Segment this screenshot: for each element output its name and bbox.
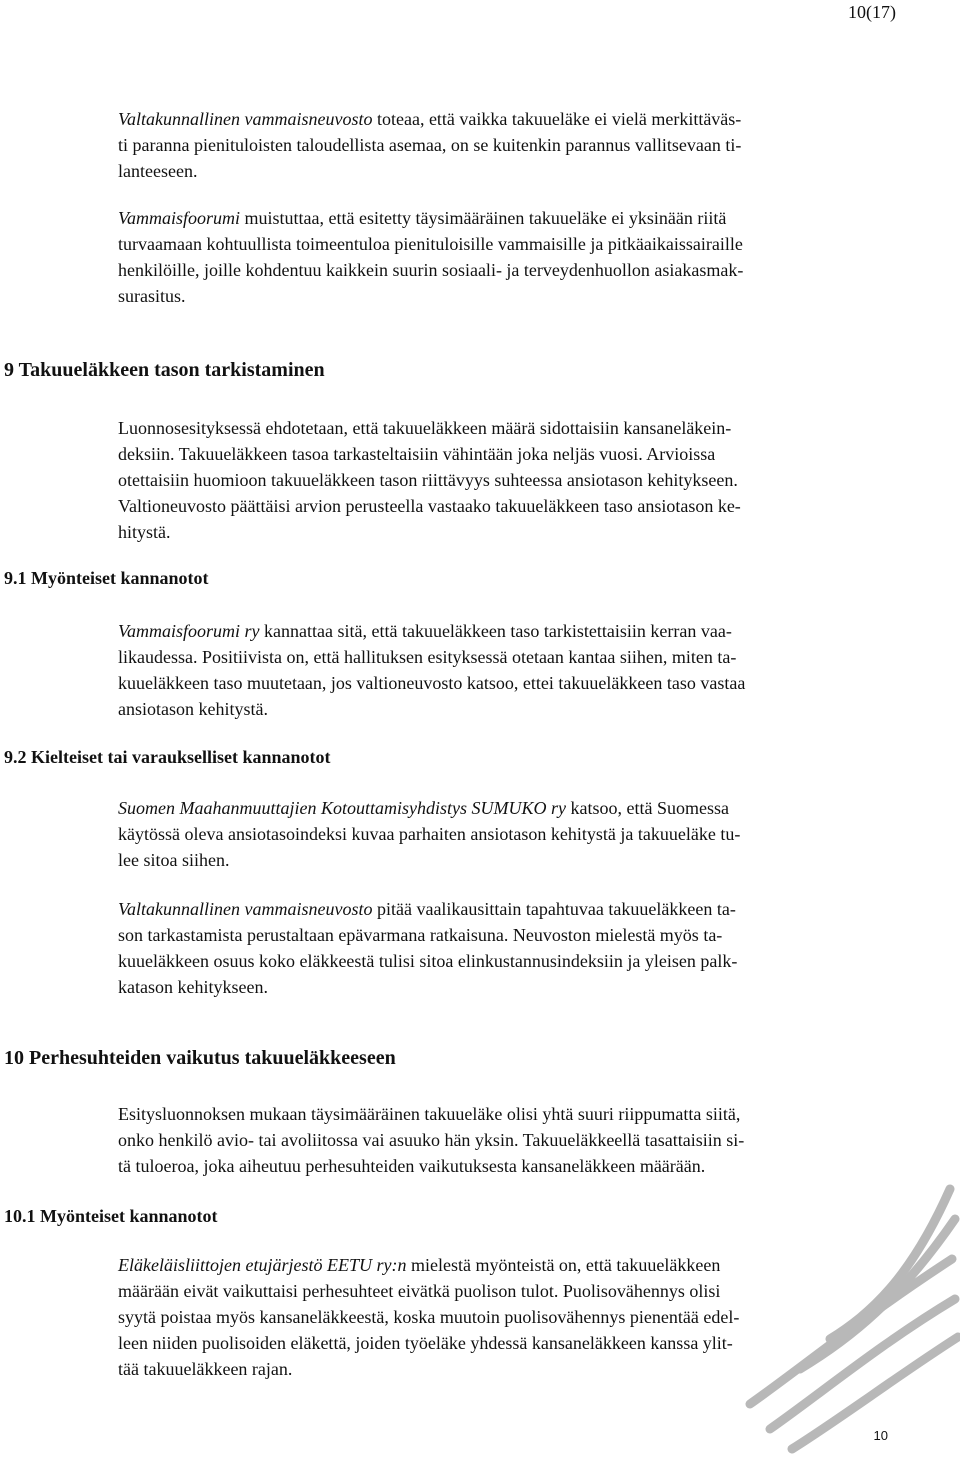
text-line: kannattaa sitä, että takuueläkkeen taso tarkistettaisiin kerran vaa- [259,621,732,641]
text-line: tä tuloeroa, joka aiheutuu perhesuhteiden vaikutuksesta kansaneläkkeen määrään. [118,1156,706,1176]
text-line: turvaamaan kohtuullista toimeentuloa pienituloisille vammaisille ja pitkäaikaissairaille [118,234,743,254]
paragraph-7 [118,1101,874,1179]
text-line: lee sitoa siihen. [118,850,230,870]
text-line: Valtioneuvosto päättäisi arvion perusteella vastaako takuueläkkeen taso ansiotason ke- [118,496,741,516]
organization-name: Eläkeläisliittojen etujärjestö EETU ry:n [118,1255,407,1275]
organization-name: Valtakunnallinen vammaisneuvosto [118,899,373,919]
section-heading-9: 9 Takuueläkkeen tason tarkistaminen [4,359,325,381]
page-number: 10(17) [848,2,896,22]
text-line: katsoo, että Suomessa [565,798,729,818]
paragraph-2 [118,205,874,309]
text-line: surasitus. [118,286,186,306]
text-line: hitystä. [118,522,171,542]
text-line: mielestä myönteistä on, että takuueläkkeen [406,1255,721,1275]
text-line: käytössä oleva ansiotasoindeksi kuvaa parhaiten ansiotason kehitystä ja takuueläke tu- [118,824,741,844]
section-heading-10: 10 Perhesuhteiden vaikutus takuueläkkeeseen [4,1047,396,1069]
text-line: lanteeseen. [118,161,198,181]
organization-name: Suomen Maahanmuuttajien Kotouttamisyhdistys SUMUKO ry [118,798,566,818]
paragraph-6 [118,896,874,1000]
organization-name: Valtakunnallinen vammaisneuvosto [118,109,373,129]
text-line: deksiin. Takuueläkkeen tasoa tarkasteltaisiin vähintään joka neljäs vuosi. Arvioissa [118,444,716,464]
text-line: son tarkastamista perustaltaan epävarmana ratkaisuna. Neuvoston mielestä myös ta- [118,925,723,945]
text-line: ti paranna pienituloisten taloudellista asemaa, on se kuitenkin parannus vallitsevaan ti- [118,135,742,155]
text-line: katason kehitykseen. [118,977,268,997]
text-line: muistuttaa, että esitetty täysimääräinen takuueläke ei yksinään riitä [240,208,727,228]
text-line: kuueläkkeen osuus koko eläkkeestä tulisi sitoa elinkustannusindeksiin ja yleisen palk- [118,951,738,971]
text-line: leen niiden puolisoiden eläkettä, joiden työeläke yhdessä kansaneläkkeen kanssa ylit- [118,1333,733,1353]
text-line: otettaisiin huomioon takuueläkkeen tason riittävyys suhteessa ansiotason kehitykseen. [118,470,738,490]
text-line: tää takuueläkkeen rajan. [118,1359,293,1379]
text-line: määrään eivät vaikuttaisi perhesuhteet eivätkä puolison tulot. Puolisovähennys olisi [118,1281,721,1301]
paragraph-1 [118,106,874,184]
subsection-heading-10-1: 10.1 Myönteiset kannanotot [4,1206,218,1226]
text-line: toteaa, että vaikka takuueläke ei vielä merkittäväs- [372,109,742,129]
paragraph-5 [118,795,874,873]
paragraph-4 [118,618,874,722]
subsection-heading-9-1: 9.1 Myönteiset kannanotot [4,568,209,588]
text-line: kuueläkkeen taso muutetaan, jos valtioneuvosto katsoo, ettei takuueläkkeen taso vastaa [118,673,746,693]
text-line: onko henkilö avio- tai avoliitossa vai asuuko hän yksin. Takuueläkkeellä tasattaisiin si- [118,1130,745,1150]
footer-page-number: 10 [873,1428,888,1443]
text-line: henkilöille, joille kohdentuu kaikkein suurin sosiaali- ja terveydenhuollon asiakasmak- [118,260,744,280]
text-line: Luonnosesityksessä ehdotetaan, että takuueläkkeen määrä sidottaisiin kansaneläkein- [118,418,732,438]
organization-name: Vammaisfoorumi ry [118,621,260,641]
text-line: Esitysluonnoksen mukaan täysimääräinen takuueläke olisi yhtä suuri riippumatta siitä, [118,1104,741,1124]
paragraph-3 [118,415,874,545]
subsection-heading-9-2: 9.2 Kielteiset tai varaukselliset kannanotot [4,747,331,767]
text-line: likaudessa. Positiivista on, että hallituksen esityksessä otetaan kantaa siihen, miten ta- [118,647,737,667]
organization-name: Vammaisfoorumi [118,208,241,228]
text-line: pitää vaalikausittain tapahtuvaa takuueläkkeen ta- [372,899,736,919]
text-line: syytä poistaa myös kansaneläkkeestä, koska muutoin puolisovähennys pienentää edel- [118,1307,740,1327]
wave-logo-watermark-icon [740,1179,960,1459]
text-line: ansiotason kehitystä. [118,699,268,719]
